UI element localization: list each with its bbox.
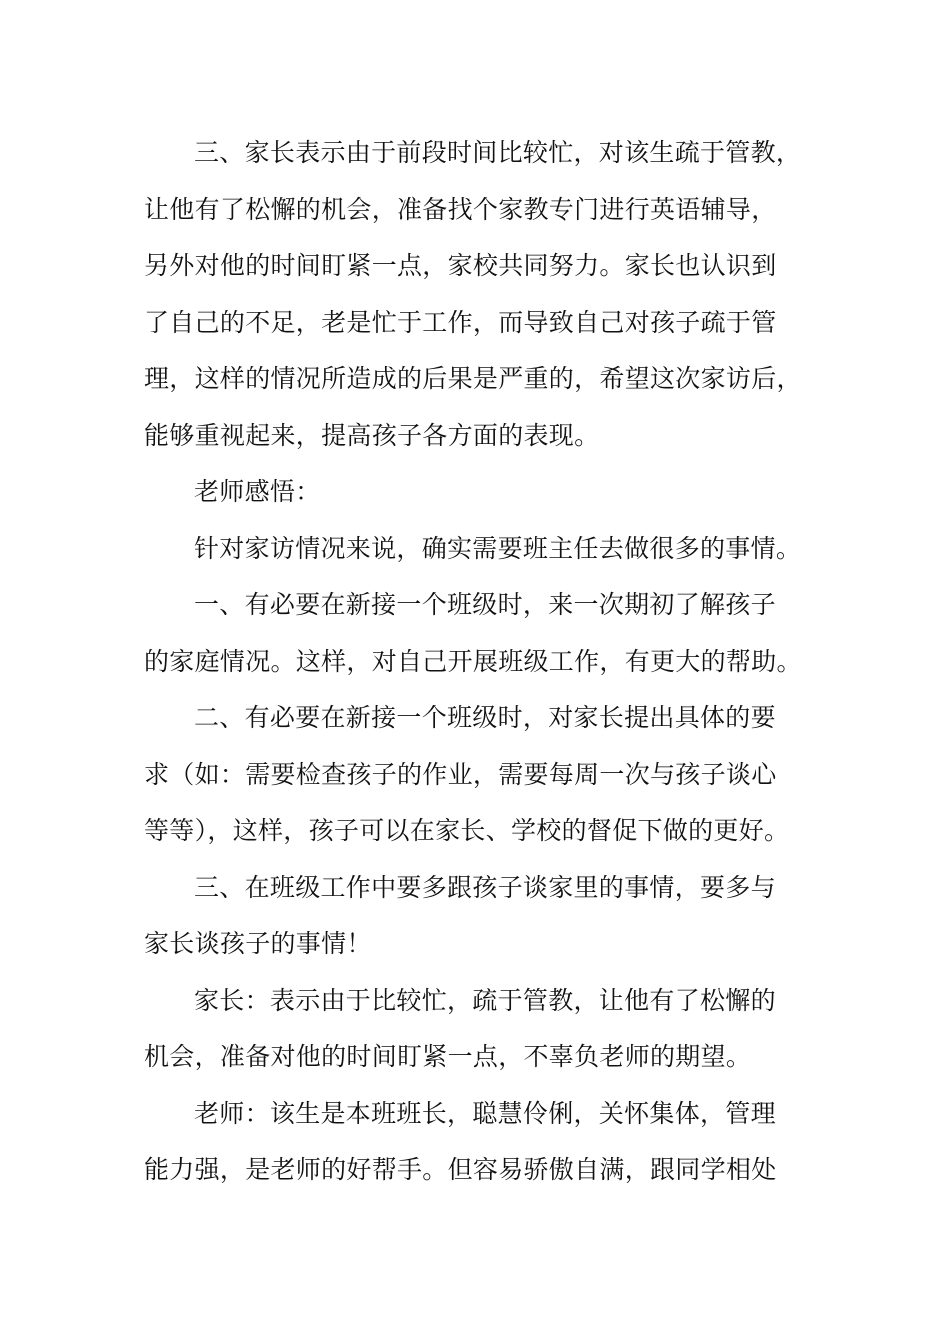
paragraph-reflection-point-1 xyxy=(144,577,804,690)
text-line: 一、有必要在新接一个班级时，来一次期初了解孩子 xyxy=(194,590,776,619)
text-line: 求（如：需要检查孩子的作业，需要每周一次与孩子谈心 xyxy=(144,759,777,789)
text-line: 机会，准备对他的时间盯紧一点，不辜负老师的期望。 xyxy=(144,1042,752,1071)
teacher-reflection-heading xyxy=(144,464,804,521)
text-line: 二、有必要在新接一个班级时，对家长提出具体的要 xyxy=(194,703,776,732)
text-line: 能力强，是老师的好帮手。但容易骄傲自满，跟同学相处 xyxy=(144,1155,777,1184)
text-line: 能够重视起来，提高孩子各方面的表现。 xyxy=(144,420,600,450)
paragraph-reflection-point-3 xyxy=(144,860,804,973)
text-line: 家长：表示由于比较忙，疏于管教，让他有了松懈的 xyxy=(194,985,776,1015)
text-line: 三、家长表示由于前段时间比较忙，对该生疏于管教， xyxy=(194,138,802,167)
text-line: 老师感悟： xyxy=(194,477,321,506)
document-body xyxy=(144,125,804,1199)
text-line: 另外对他的时间盯紧一点，家校共同努力。家长也认识到 xyxy=(144,251,777,280)
text-line: 针对家访情况来说，确实需要班主任去做很多的事情。 xyxy=(194,533,802,563)
paragraph-parent-remark xyxy=(144,973,804,1086)
paragraph-parent-point-3 xyxy=(144,125,804,464)
text-line: 了自己的不足，老是忙于工作，而导致自己对孩子疏于管 xyxy=(144,307,777,337)
text-line: 三、在班级工作中要多跟孩子谈家里的事情，要多与 xyxy=(194,872,776,902)
paragraph-reflection-intro xyxy=(144,521,804,578)
paragraph-teacher-remark xyxy=(144,1086,804,1199)
text-line: 的家庭情况。这样，对自己开展班级工作，有更大的帮助。 xyxy=(144,646,802,676)
text-line: 家长谈孩子的事情！ xyxy=(144,929,372,958)
text-line: 老师：该生是本班班长，聪慧伶俐，关怀集体，管理 xyxy=(194,1098,776,1128)
text-line: 让他有了松懈的机会，准备找个家教专门进行英语辅导， xyxy=(144,194,777,224)
paragraph-reflection-point-2 xyxy=(144,690,804,860)
text-line: 理，这样的情况所造成的后果是严重的，希望这次家访后， xyxy=(144,364,802,393)
text-line: 等等），这样，孩子可以在家长、学校的督促下做的更好。 xyxy=(144,816,790,845)
